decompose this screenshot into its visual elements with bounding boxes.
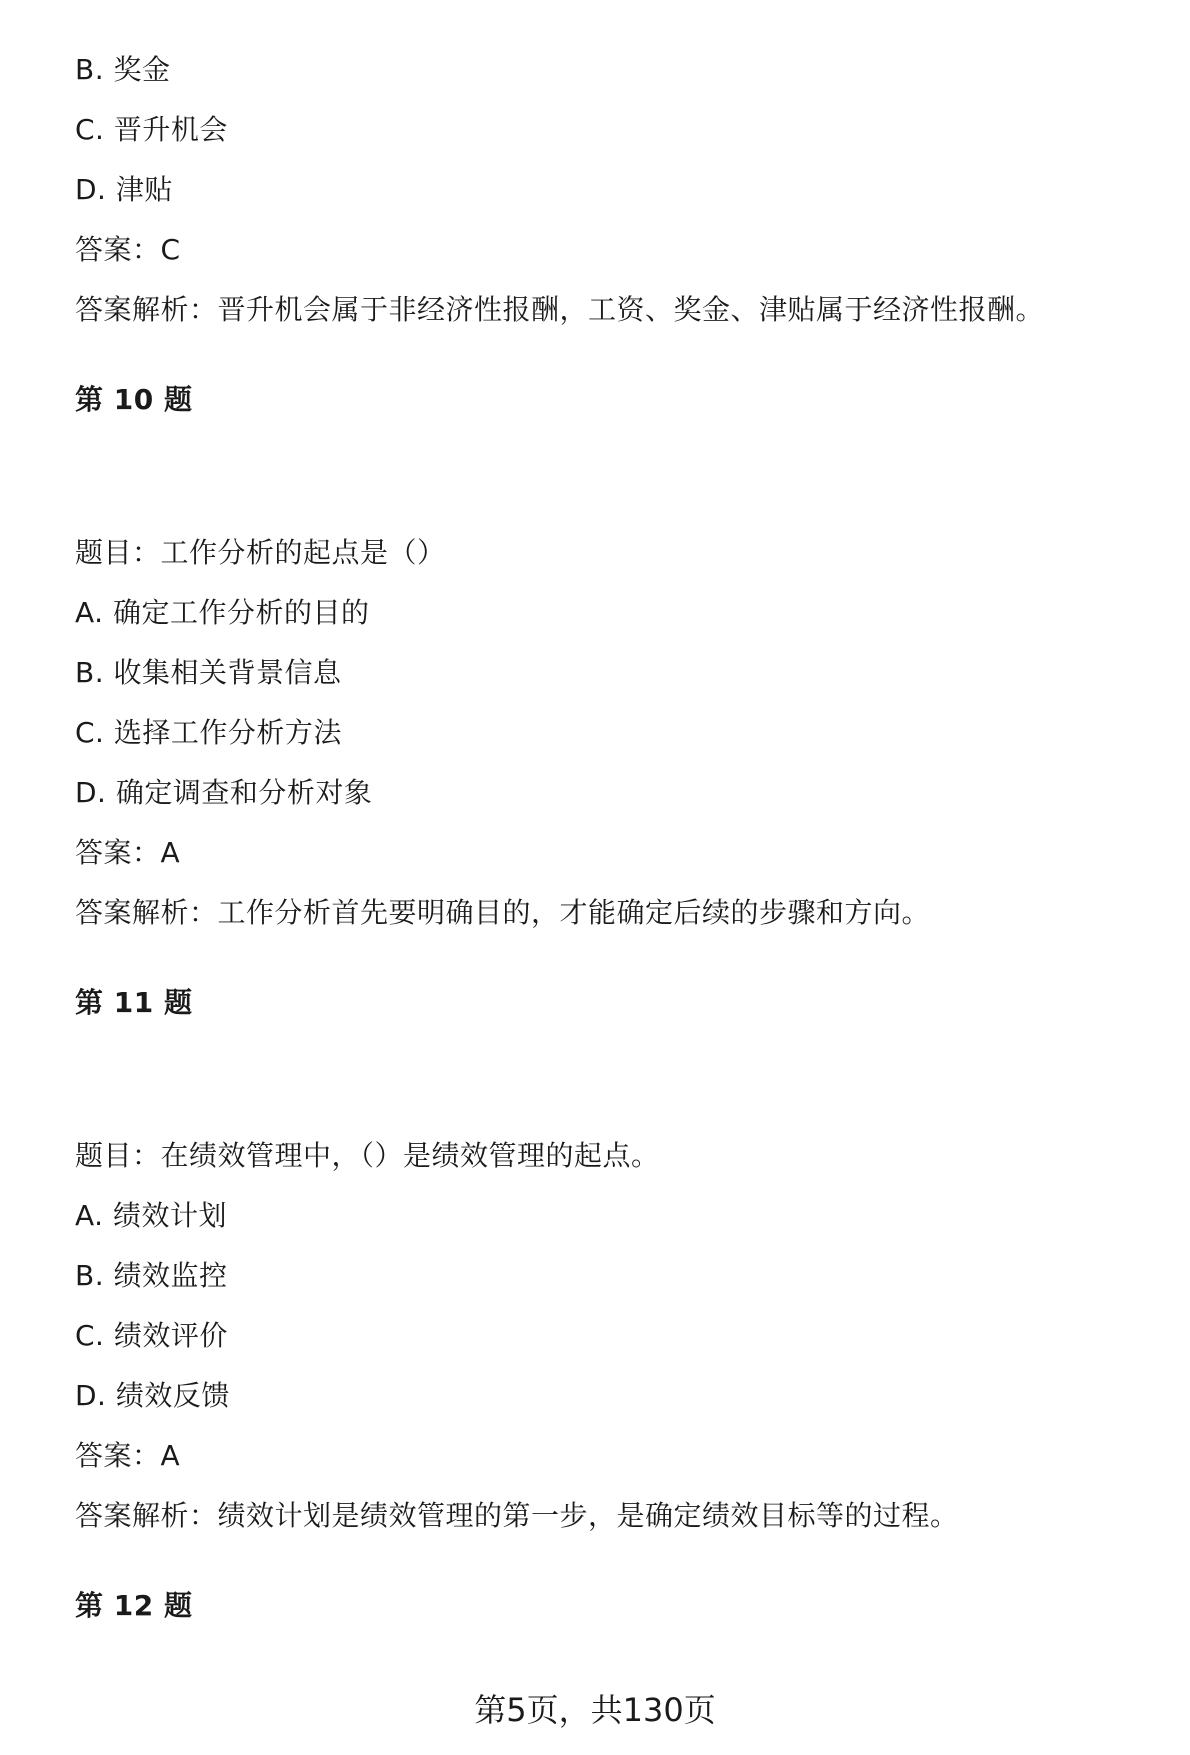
q11-heading: 第 11 题 bbox=[75, 986, 193, 1019]
q10-heading: 第 10 题 bbox=[75, 383, 193, 416]
page-counter: 第5页，共130页 bbox=[474, 1691, 716, 1729]
q9-option-b: B. 奖金 bbox=[75, 53, 171, 86]
q11-option-c: C. 绩效评价 bbox=[75, 1319, 228, 1352]
q9-explanation: 答案解析：晋升机会属于非经济性报酬，工资、奖金、津贴属于经济性报酬。 bbox=[75, 293, 1045, 326]
q12-heading: 第 12 题 bbox=[75, 1589, 193, 1622]
q10-option-d: D. 确定调查和分析对象 bbox=[75, 776, 373, 809]
q9-answer: 答案：C bbox=[75, 233, 181, 266]
q11-option-d: D. 绩效反馈 bbox=[75, 1379, 230, 1412]
q10-option-b: B. 收集相关背景信息 bbox=[75, 656, 342, 689]
q10-option-a: A. 确定工作分析的目的 bbox=[75, 596, 370, 629]
q11-explanation: 答案解析：绩效计划是绩效管理的第一步，是确定绩效目标等的过程。 bbox=[75, 1499, 959, 1532]
q10-option-c: C. 选择工作分析方法 bbox=[75, 716, 342, 749]
q9-option-c: C. 晋升机会 bbox=[75, 113, 228, 146]
q11-question: 题目：在绩效管理中，（）是绩效管理的起点。 bbox=[75, 1139, 660, 1172]
q11-option-a: A. 绩效计划 bbox=[75, 1199, 227, 1232]
q9-option-d: D. 津贴 bbox=[75, 173, 173, 206]
q10-explanation: 答案解析：工作分析首先要明确目的，才能确定后续的步骤和方向。 bbox=[75, 896, 931, 929]
q11-option-b: B. 绩效监控 bbox=[75, 1259, 228, 1292]
q10-answer: 答案：A bbox=[75, 836, 181, 869]
q11-answer: 答案：A bbox=[75, 1439, 181, 1472]
q10-question: 题目：工作分析的起点是（） bbox=[75, 536, 446, 569]
